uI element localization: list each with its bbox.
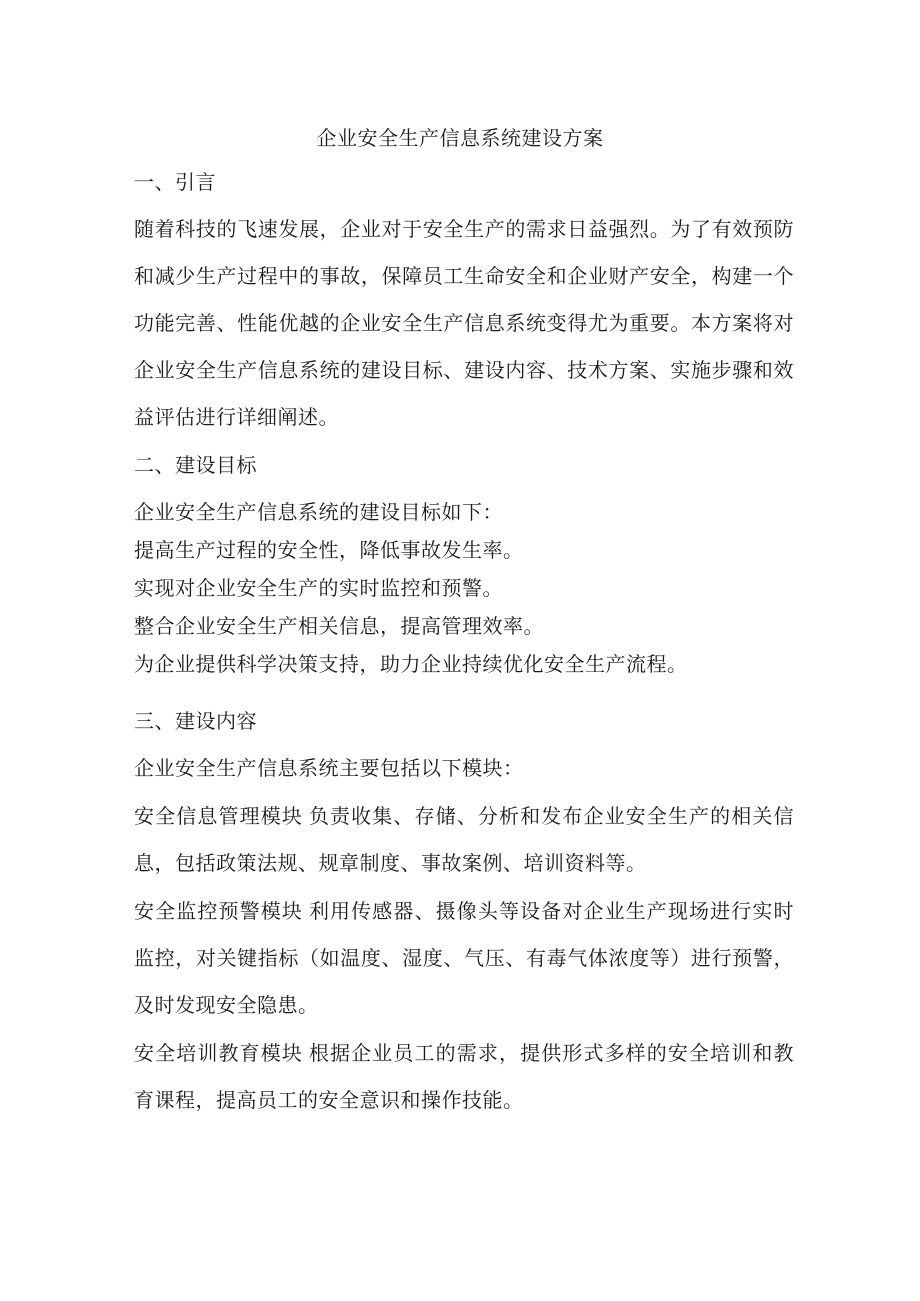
module-item bbox=[134, 793, 794, 887]
section-heading-content: 三、建设内容 bbox=[134, 709, 257, 733]
section-heading-goals: 二、建设目标 bbox=[134, 453, 257, 477]
document-body bbox=[134, 168, 794, 1134]
module-name: 安全信息管理模块 bbox=[134, 804, 303, 828]
module-name: 安全监控预警模块 bbox=[134, 899, 303, 923]
spacer bbox=[134, 688, 794, 707]
goal-item: 整合企业安全生产相关信息，提高管理效率。 bbox=[134, 614, 544, 638]
goals-lead: 企业安全生产信息系统的建设目标如下： bbox=[134, 500, 503, 524]
module-description: 负责收集、存储、分析和发布企业安全生产的相关信息，包括政策法规、规章制度、事故案例、培训资料等。 bbox=[134, 804, 795, 875]
module-item bbox=[134, 1030, 794, 1124]
module-item bbox=[134, 888, 794, 1029]
goal-item: 提高生产过程的安全性，降低事故发生率。 bbox=[134, 538, 524, 562]
module-description: 根据企业员工的需求，提供形式多样的安全培训和教育课程，提高员工的安全意识和操作技能。 bbox=[134, 1041, 795, 1112]
goal-item: 实现对企业安全生产的实时监控和预警。 bbox=[134, 576, 503, 600]
goal-item: 为企业提供科学决策支持，助力企业持续优化安全生产流程。 bbox=[134, 652, 688, 676]
section-heading-intro: 一、引言 bbox=[134, 170, 216, 194]
content-lead: 企业安全生产信息系统主要包括以下模块： bbox=[134, 756, 524, 780]
intro-paragraph: 随着科技的飞速发展，企业对于安全生产的需求日益强烈。为了有效预防和减少生产过程中的事故，保障员工生命安全和企业财产安全，构建一个功能完善、性能优越的企业安全生产信息系统变得尤为重要。本方案将对企业安全生产信息系统的建设目标、建设内容、技术方案、实施步骤和效益评估进行详细阐述。 bbox=[134, 217, 794, 429]
document-title: 企业安全生产信息系统建设方案 bbox=[316, 126, 604, 150]
module-name: 安全培训教育模块 bbox=[134, 1041, 303, 1065]
module-description: 利用传感器、摄像头等设备对企业生产现场进行实时监控，对关键指标（如温度、湿度、气压、有毒气体浓度等）进行预警，及时发现安全隐患。 bbox=[134, 899, 795, 1017]
